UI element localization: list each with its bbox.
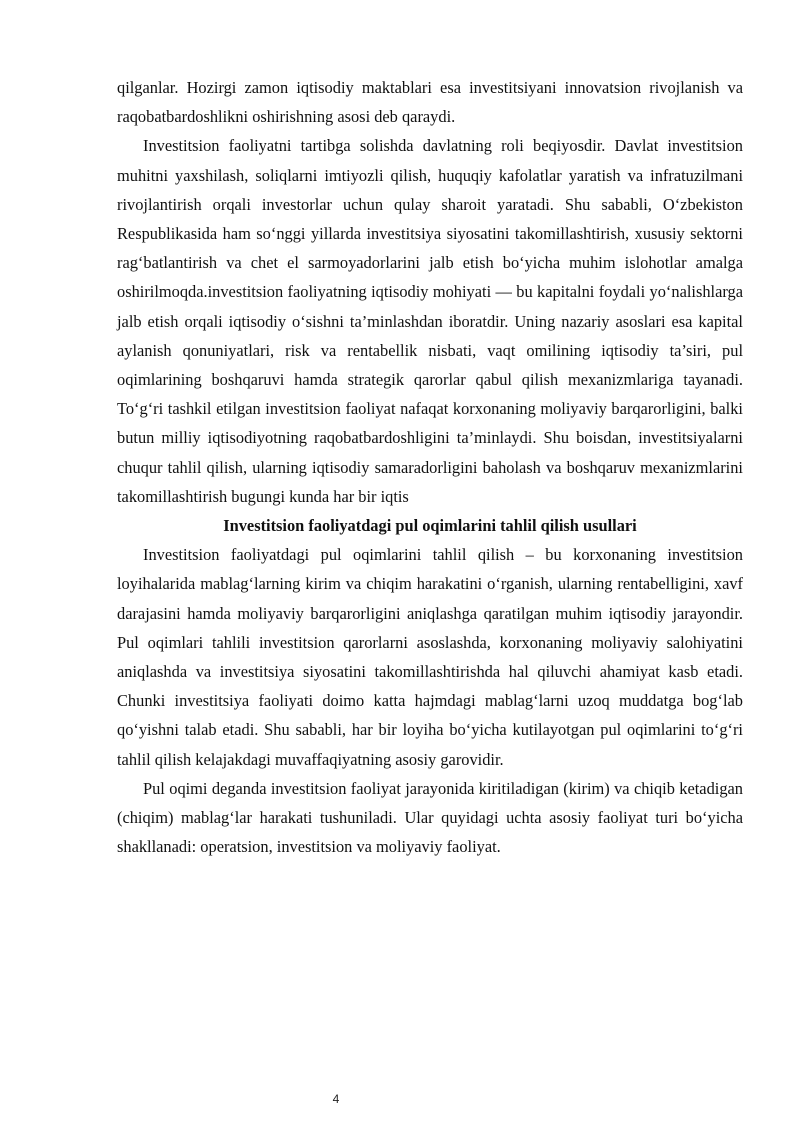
paragraph-intro-continuation: qilganlar. Hozirgi zamon iqtisodiy maktablari esa investitsiyani innovatsion rivojlanish va raqobatbardoshlikni oshirishning asosi deb qaraydi. bbox=[117, 78, 743, 127]
paragraph-cash-flow-analysis: Investitsion faoliyatdagi pul oqimlarini tahlil qilish – bu korxonaning investitsion loyihalarida mablag‘larning kirim va chiqim harakatini o‘rganish, ularning rentabelligini, xavf darajasini hamda moliyaviy barqarorligini aniqlashga qaratilgan muhim iqtisodiy jarayondir. Pul oqimlari tahlili investitsion qarorlarni asoslashda, korxonaning moliyaviy salohiyatini aniqlashda va investitsiya siyosatini takomillashtirishda hal qiluvchi ahamiyat kasb etadi. Chunki investitsiya faoliyati doimo katta hajmdagi mablag‘larni uzoq muddatga bog‘lab qo‘yishni talab etadi. Shu sababli, har bir loyiha bo‘yicha kutilayotgan pul oqimlarini to‘g‘ri tahlil qilish kelajakdagi muvaffaqiyatning asosiy garovidir. bbox=[117, 545, 743, 769]
document-body bbox=[117, 73, 743, 861]
paragraph-cash-flow-definition: Pul oqimi deganda investitsion faoliyat jarayonida kiritiladigan (kirim) va chiqib ketadigan (chiqim) mablag‘lar harakati tushuniladi. Ular quyidagi uchta asosiy faoliyat turi bo‘yicha shakllanadi: operatsion, investitsion va moliyaviy faoliyat. bbox=[117, 778, 743, 857]
page-number: 4 bbox=[332, 1092, 340, 1106]
section-heading: Investitsion faoliyatdagi pul oqimlarini tahlil qilish usullari bbox=[223, 516, 637, 536]
paragraph-state-role: Investitsion faoliyatni tartibga solishda davlatning roli beqiyosdir. Davlat investitsion muhitni yaxshilash, soliqlarni imtiyozli qilish, huquqiy kafolatlar yaratish va infratuzilmani rivojlantirish orqali investorlar uchun qulay sharoit yaratadi. Shu sababli, O‘zbekiston Respublikasida ham so‘nggi yillarda investitsiya siyosatini takomillashtirish, xususiy sektorni rag‘batlantirish va chet el sarmoyadorlarini jalb etish bo‘yicha muhim islohotlar amalga oshirilmoqda.investitsion faoliyatning iqtisodiy mohiyati — bu kapitalni foydali yo‘nalishlarga jalb etish orqali iqtisodiy o‘sishni ta’minlashdan iboratdir. Uning nazariy asoslari esa kapital aylanish qonuniyatlari, risk va rentabellik nisbati, vaqt omilining iqtisodiy ta’siri, pul oqimlarining boshqaruvi hamda strategik qarorlar qabul qilish mexanizmlariga tayanadi. To‘g‘ri tashkil etilgan investitsion faoliyat nafaqat korxonaning moliyaviy barqarorligini, balki butun milliy iqtisodiyotning raqobatbardoshligini ta’minlaydi. Shu boisdan, investitsiyalarni chuqur tahlil qilish, ularning iqtisodiy samaradorligini baholash va boshqaruv mexanizmlarini takomillashtirish bugungi kunda har bir iqtis bbox=[117, 136, 743, 506]
